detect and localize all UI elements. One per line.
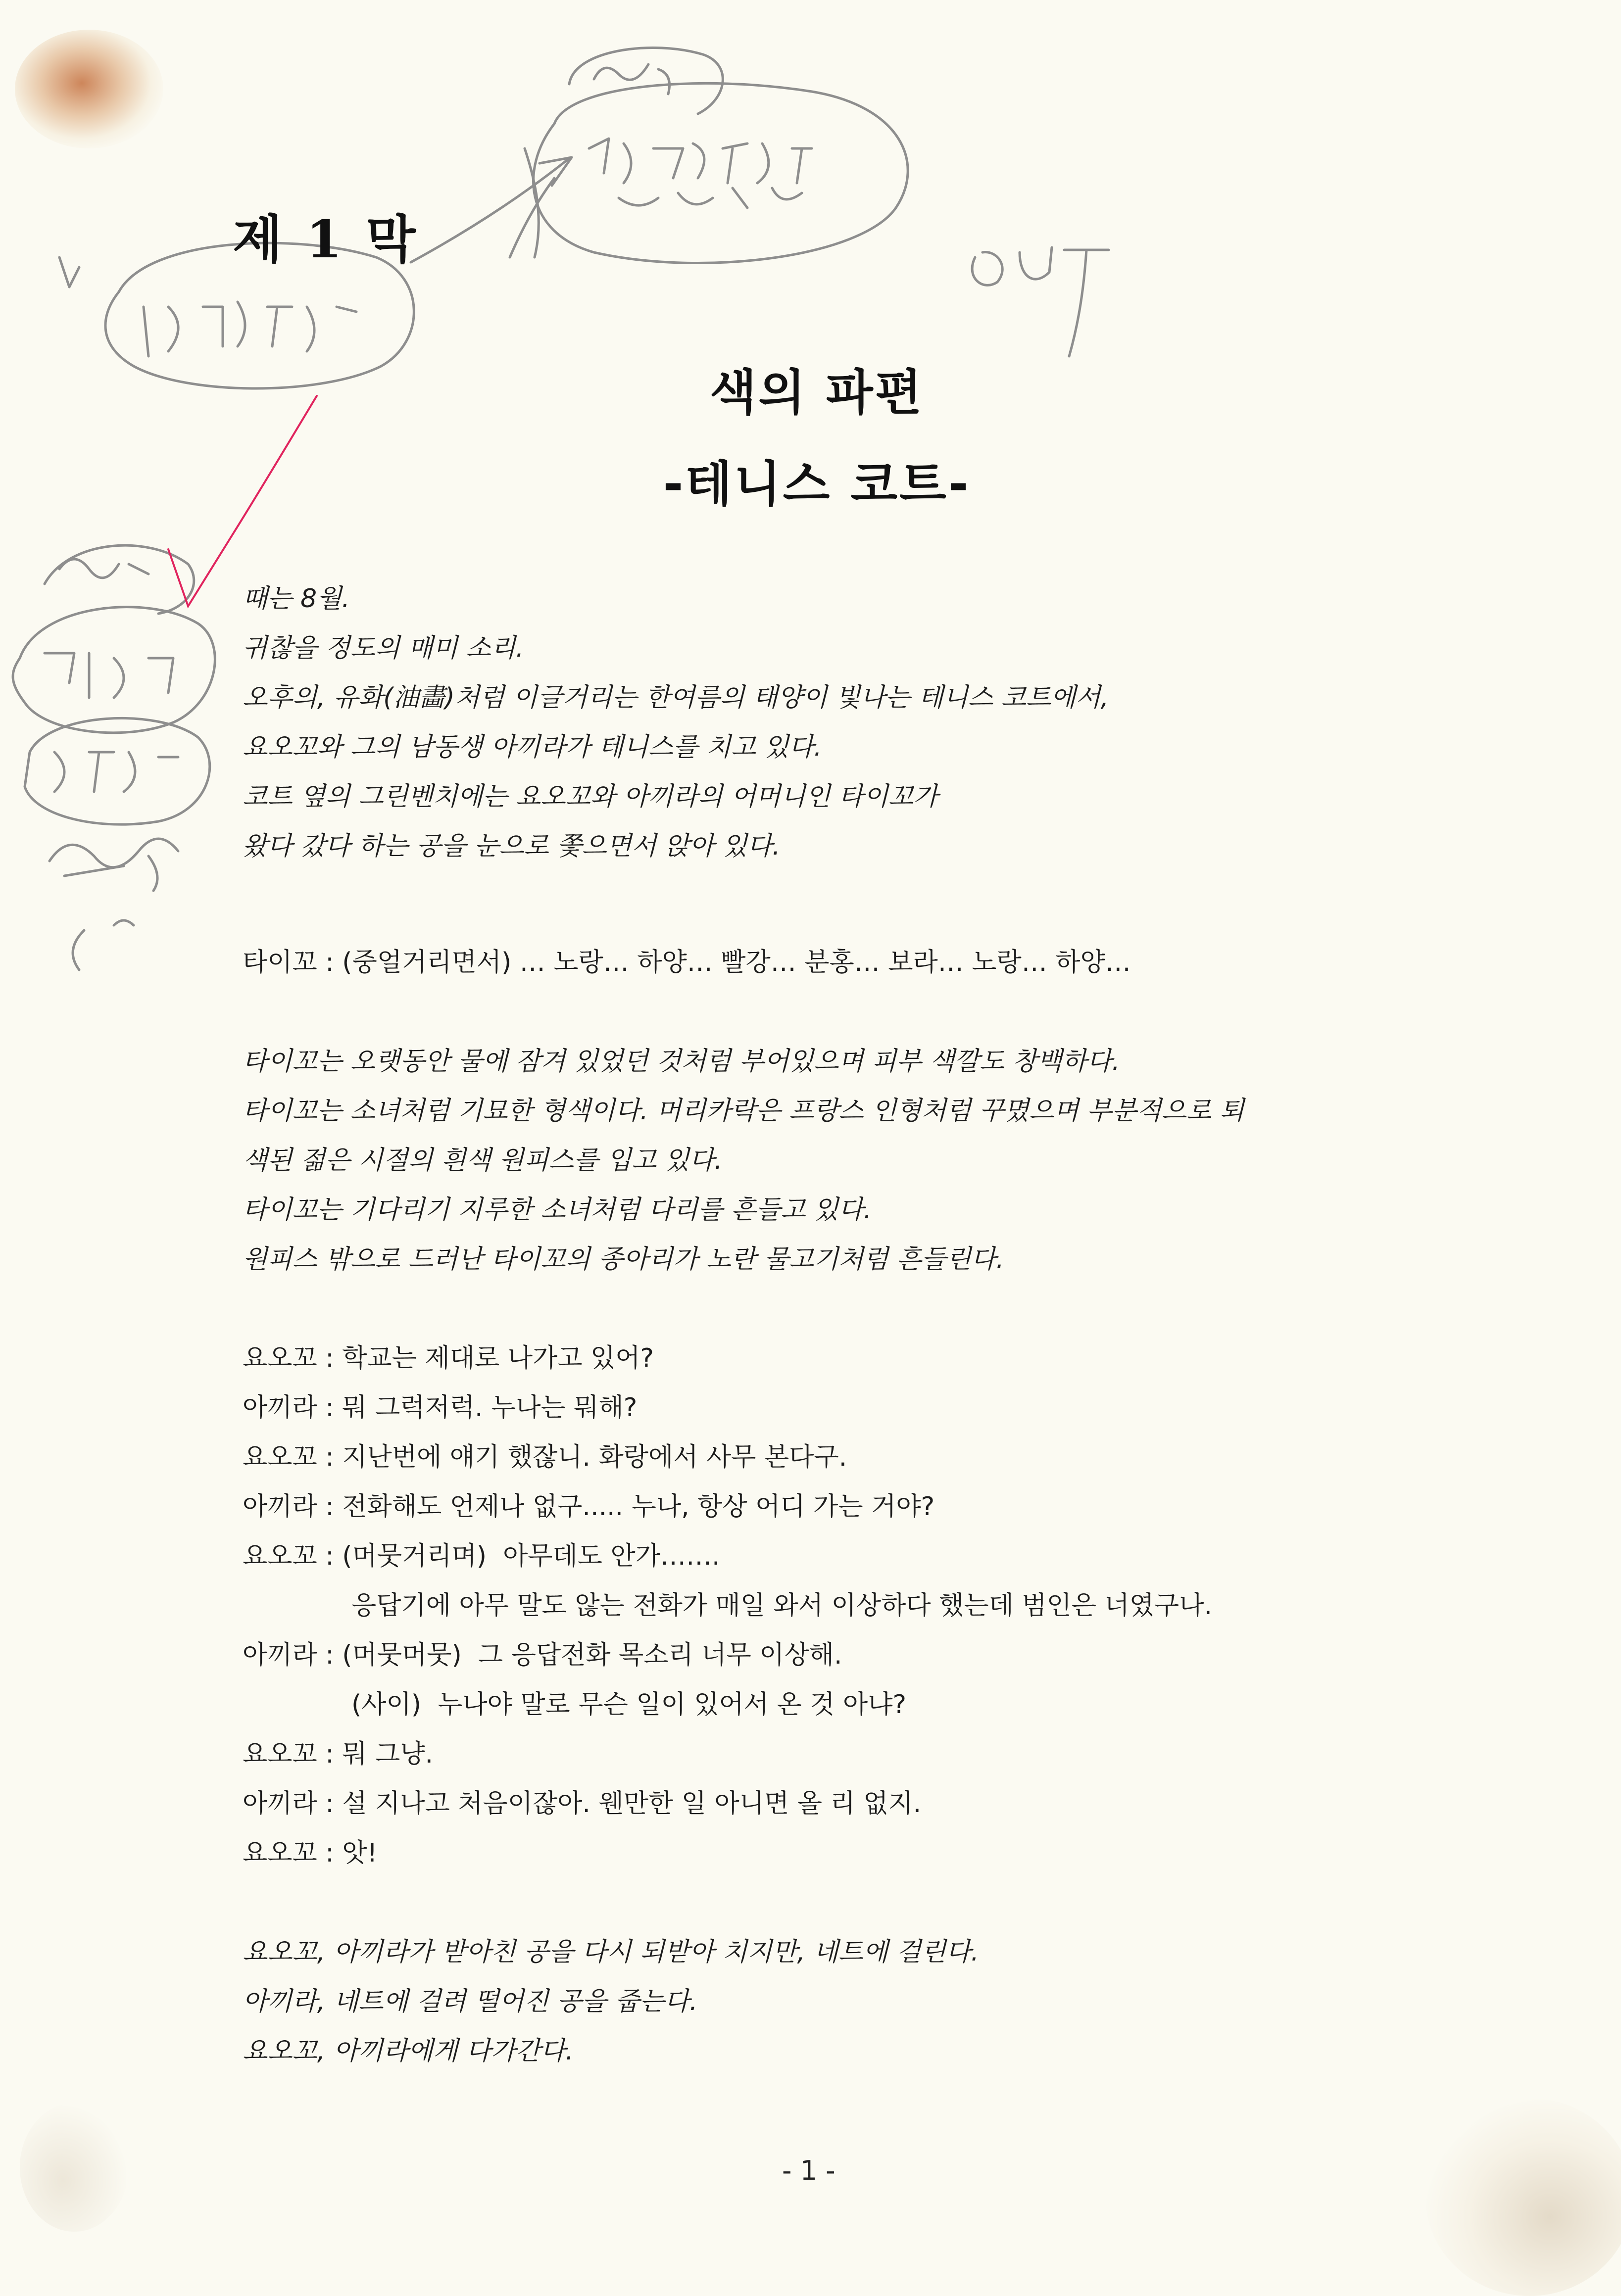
dialogue-line [243,1638,842,1673]
title-line-1: 색의 파편 [709,365,924,421]
stage-direction-line: 타이꼬는 오랫동안 물에 잠겨 있었던 것처럼 부어있으며 피부 색깔도 창백하다. [243,1047,1120,1076]
dialogue-line [243,1539,720,1574]
dialogue-line [243,1489,934,1524]
dialogue-text: 전화해도 언제나 없구..... 누나, 항상 어디 가는 거야? [342,1492,935,1522]
stage-direction-line: 요오꼬, 아끼라가 받아친 공을 다시 되받아 치지만, 네트에 걸린다. [243,1937,979,1967]
speaker-name: 요오꼬 : [243,1739,334,1769]
dialogue-line [243,1440,847,1475]
dialogue-line [243,1341,654,1376]
dialogue-text: 앗! [342,1838,378,1868]
stage-direction-line: 왔다 갔다 하는 공을 눈으로 쫓으면서 앉아 있다. [243,831,781,861]
stage-direction-line: 요오꼬와 그의 남동생 아끼라가 테니스를 치고 있다. [243,732,822,762]
stage-direction-line: 코트 옆의 그린벤치에는 요오꼬와 아끼라의 어머니인 타이꼬가 [243,782,938,812]
dialogue-line [243,1737,433,1771]
dialogue-text: (머뭇머뭇) 그 응답전화 목소리 너무 이상해. [342,1640,842,1670]
speaker-name: 요오꼬 : [243,1838,334,1868]
dialogue-line [243,945,1131,980]
speaker-name: 요오꼬 : [243,1541,334,1571]
speaker-name: 아끼라 : [243,1640,334,1670]
page-number: - 1 - [782,2155,835,2186]
stage-direction-line: 아끼라, 네트에 걸려 떨어진 공을 줍는다. [243,1987,698,2016]
dialogue-text: (중얼거리면서) … 노랑… 하양… 빨강… 분홍… 보라… 노랑… 하양… [342,948,1131,977]
stage-direction-line: 원피스 밖으로 드러난 타이꼬의 종아리가 노란 물고기처럼 흔들린다. [243,1244,1004,1274]
dialogue-continuation: 응답기에 아무 말도 않는 전화가 매일 와서 이상하다 했는데 범인은 너였구나. [351,1591,1213,1621]
stage-direction-line: 요오꼬, 아끼라에게 다가간다. [243,2036,574,2066]
speaker-name: 요오꼬 : [243,1442,334,1472]
stage-direction-line: 귀찮을 정도의 매미 소리. [243,633,524,663]
dialogue-text: 지난번에 얘기 했잖니. 화랑에서 사무 본다구. [342,1442,847,1472]
title-line-2: -테니스 코트- [663,456,971,513]
speaker-name: 아끼라 : [243,1492,334,1522]
dialogue-text: (머뭇거리며) 아무데도 안가……. [342,1541,720,1571]
dialogue-text: 뭐 그냥. [342,1739,434,1769]
speaker-name: 아끼라 : [243,1789,334,1818]
speaker-name: 타이꼬 : [243,948,334,977]
dialogue-line [243,1390,637,1425]
dialogue-continuation: (사이) 누나야 말로 무슨 일이 있어서 온 것 아냐? [351,1690,907,1720]
dialogue-line [243,1836,377,1870]
dialogue-text: 설 지나고 처음이잖아. 웬만한 일 아니면 올 리 없지. [342,1789,922,1818]
dialogue-text: 학교는 제대로 나가고 있어? [342,1343,654,1373]
act-heading: 제 1 막 [233,209,419,270]
stage-direction-line: 타이꼬는 기다리기 지루한 소녀처럼 다리를 흔들고 있다. [243,1195,872,1225]
dialogue-text: 뭐 그럭저럭. 누나는 뭐해? [342,1393,638,1423]
dialogue-line [243,1786,921,1821]
speaker-name: 요오꼬 : [243,1343,334,1373]
stage-direction-line: 때는 8월. [243,584,350,614]
stage-direction-line: 타이꼬는 소녀처럼 기묘한 형색이다. 머리카락은 프랑스 인형처럼 꾸몄으며 부분적으로 퇴 [243,1096,1244,1126]
stage-direction-line: 색된 젊은 시절의 흰색 원피스를 입고 있다. [243,1146,723,1175]
stage-direction-line: 오후의, 유화(油畵)처럼 이글거리는 한여름의 태양이 빛나는 테니스 코트에서, [243,683,1109,713]
speaker-name: 아끼라 : [243,1393,334,1423]
